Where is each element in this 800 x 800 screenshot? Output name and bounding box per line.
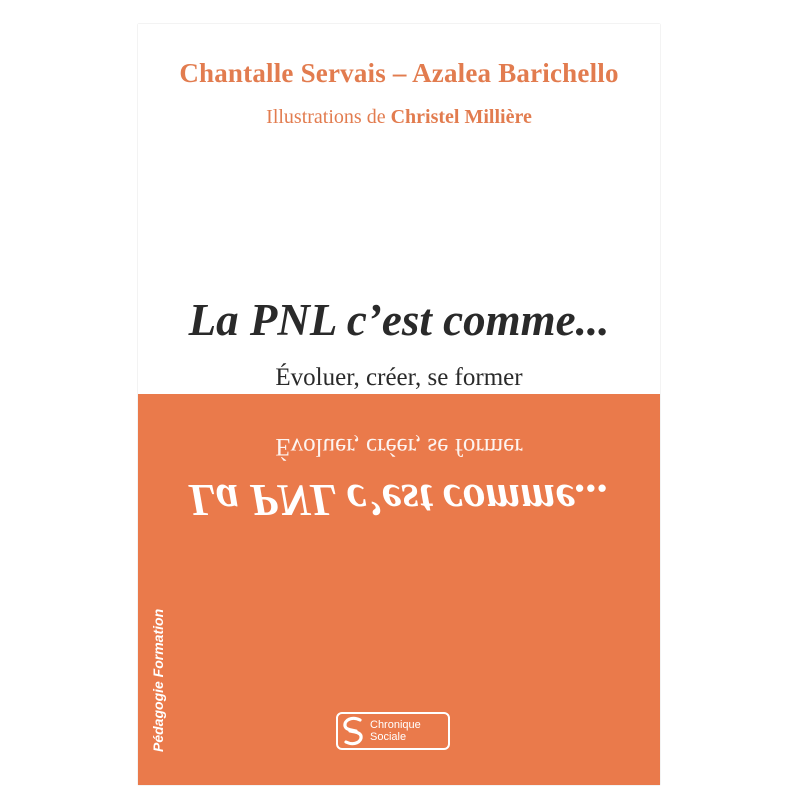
- chronique-sociale-logo-icon: [340, 714, 366, 748]
- illustrator-name: Christel Millière: [390, 106, 532, 128]
- publisher-name: [370, 719, 421, 743]
- illustrations-prefix: Illustrations de: [266, 106, 386, 128]
- collection-name: Pédagogie Formation: [150, 608, 166, 752]
- book-subtitle: Évoluer, créer, se former: [275, 364, 523, 391]
- publisher-name-line2: Sociale: [370, 731, 407, 743]
- illustrations-credit: [138, 106, 660, 129]
- publisher-logo: [336, 712, 450, 750]
- authors: Chantalle Servais – Azalea Barichello: [179, 58, 619, 88]
- publisher-name-line1: Chronique: [370, 719, 421, 731]
- mirrored-title: La PNL c’est comme...: [188, 475, 610, 525]
- mirrored-subtitle: Évoluer, créer, se former: [275, 433, 523, 460]
- book-title: La PNL c’est comme...: [188, 295, 610, 345]
- book-cover: [138, 24, 660, 785]
